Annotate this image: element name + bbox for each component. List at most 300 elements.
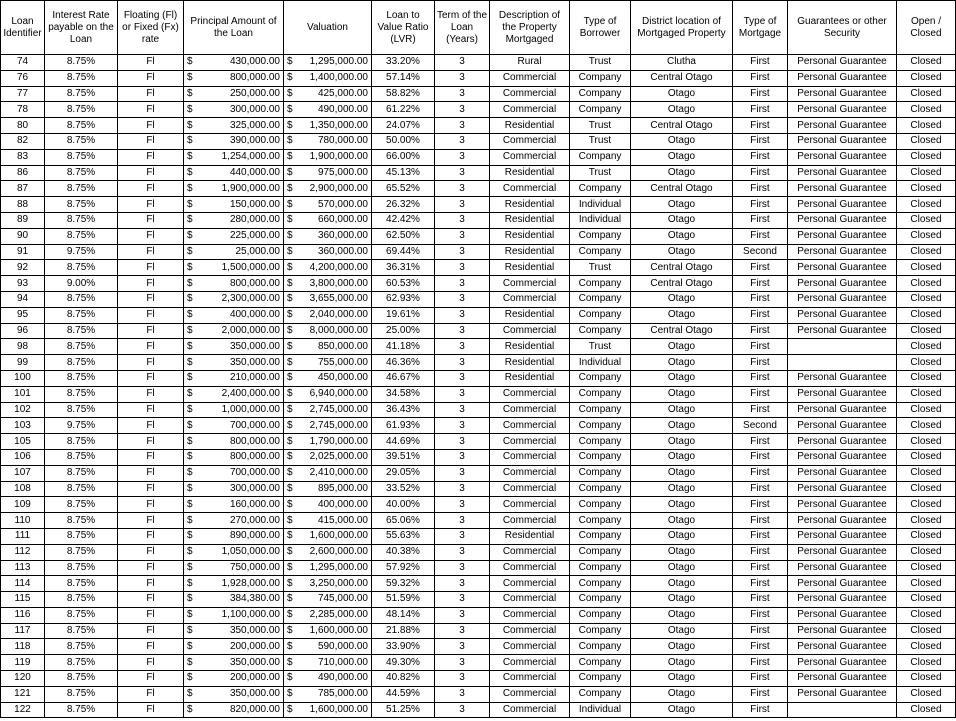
term-cell: 3: [435, 70, 490, 86]
amount-value: 150,000.00: [229, 198, 280, 210]
borrower-type-cell: Company: [570, 307, 631, 323]
lvr-cell: 61.22%: [372, 102, 435, 118]
interest-rate-cell: 8.75%: [45, 702, 118, 718]
valuation-cell: [284, 355, 372, 371]
open-closed-cell: Closed: [897, 339, 956, 355]
amount-value: 890,000.00: [229, 530, 280, 542]
currency-symbol: $: [287, 640, 293, 652]
loan-identifier-cell: 96: [1, 323, 45, 339]
table-row: [1, 307, 956, 323]
currency-symbol: $: [187, 514, 193, 526]
amount-value: 570,000.00: [317, 198, 368, 210]
amount-value: 700,000.00: [229, 467, 280, 479]
loan-identifier-cell: 99: [1, 355, 45, 371]
mortgage-type-cell: First: [733, 386, 788, 402]
term-cell: 3: [435, 197, 490, 213]
property-description-cell: Residential: [490, 370, 570, 386]
borrower-type-cell: Company: [570, 181, 631, 197]
borrower-type-cell: Trust: [570, 55, 631, 71]
property-description-cell: Commercial: [490, 639, 570, 655]
property-description-cell: Commercial: [490, 560, 570, 576]
term-cell: 3: [435, 418, 490, 434]
borrower-type-cell: Company: [570, 671, 631, 687]
rate-type-cell: Fl: [118, 528, 184, 544]
currency-symbol: $: [287, 56, 293, 68]
currency-symbol: $: [287, 356, 293, 368]
principal-cell: [184, 181, 284, 197]
guarantees-cell: Personal Guarantee: [788, 402, 897, 418]
currency-symbol: $: [187, 135, 193, 147]
term-cell: 3: [435, 118, 490, 134]
borrower-type-cell: Company: [570, 323, 631, 339]
amount-value: 490,000.00: [317, 103, 368, 115]
lvr-cell: 57.14%: [372, 70, 435, 86]
lvr-cell: 24.07%: [372, 118, 435, 134]
mortgage-type-cell: Second: [733, 418, 788, 434]
borrower-type-cell: Company: [570, 607, 631, 623]
amount-value: 800,000.00: [229, 451, 280, 463]
district-cell: Otago: [631, 449, 733, 465]
column-header-borrower-type: Type of Borrower: [570, 1, 631, 55]
table-row: [1, 165, 956, 181]
interest-rate-cell: 8.75%: [45, 402, 118, 418]
borrower-type-cell: Company: [570, 86, 631, 102]
term-cell: 3: [435, 244, 490, 260]
loan-identifier-cell: 109: [1, 497, 45, 513]
currency-symbol: $: [187, 182, 193, 194]
amount-value: 750,000.00: [229, 561, 280, 573]
table-row: [1, 528, 956, 544]
guarantees-cell: Personal Guarantee: [788, 197, 897, 213]
amount-value: 430,000.00: [229, 56, 280, 68]
property-description-cell: Commercial: [490, 702, 570, 718]
currency-symbol: $: [287, 561, 293, 573]
lvr-cell: 45.13%: [372, 165, 435, 181]
borrower-type-cell: Company: [570, 370, 631, 386]
amount-value: 780,000.00: [317, 135, 368, 147]
interest-rate-cell: 8.75%: [45, 671, 118, 687]
interest-rate-cell: 8.75%: [45, 639, 118, 655]
interest-rate-cell: 8.75%: [45, 149, 118, 165]
principal-cell: [184, 592, 284, 608]
valuation-cell: [284, 55, 372, 71]
currency-symbol: $: [287, 514, 293, 526]
valuation-cell: [284, 434, 372, 450]
rate-type-cell: Fl: [118, 70, 184, 86]
property-description-cell: Commercial: [490, 671, 570, 687]
guarantees-cell: Personal Guarantee: [788, 102, 897, 118]
column-header-property-description: Description of the Property Mortgaged: [490, 1, 570, 55]
amount-value: 700,000.00: [229, 419, 280, 431]
currency-symbol: $: [287, 135, 293, 147]
principal-cell: [184, 165, 284, 181]
borrower-type-cell: Company: [570, 497, 631, 513]
open-closed-cell: Closed: [897, 212, 956, 228]
valuation-cell: [284, 70, 372, 86]
lvr-cell: 48.14%: [372, 607, 435, 623]
guarantees-cell: Personal Guarantee: [788, 544, 897, 560]
amount-value: 360,000.00: [317, 245, 368, 257]
amount-value: 270,000.00: [229, 514, 280, 526]
rate-type-cell: Fl: [118, 86, 184, 102]
interest-rate-cell: 8.75%: [45, 576, 118, 592]
currency-symbol: $: [287, 245, 293, 257]
valuation-cell: [284, 133, 372, 149]
column-header-open-closed: Open / Closed: [897, 1, 956, 55]
amount-value: 360,000.00: [317, 230, 368, 242]
valuation-cell: [284, 323, 372, 339]
principal-cell: [184, 70, 284, 86]
column-header-interest-rate: Interest Rate payable on the Loan: [45, 1, 118, 55]
table-body: [1, 55, 956, 718]
amount-value: 2,400,000.00: [221, 388, 280, 400]
property-description-cell: Residential: [490, 307, 570, 323]
column-header-rate-type: Floating (Fl) or Fixed (Fx) rate: [118, 1, 184, 55]
district-cell: Central Otago: [631, 260, 733, 276]
borrower-type-cell: Company: [570, 228, 631, 244]
mortgage-type-cell: First: [733, 686, 788, 702]
interest-rate-cell: 8.75%: [45, 307, 118, 323]
table-row: [1, 339, 956, 355]
property-description-cell: Commercial: [490, 449, 570, 465]
lvr-cell: 36.31%: [372, 260, 435, 276]
property-description-cell: Commercial: [490, 544, 570, 560]
valuation-cell: [284, 307, 372, 323]
lvr-cell: 33.20%: [372, 55, 435, 71]
loan-identifier-cell: 98: [1, 339, 45, 355]
amount-value: 350,000.00: [229, 688, 280, 700]
amount-value: 1,400,000.00: [309, 72, 368, 84]
interest-rate-cell: 8.75%: [45, 544, 118, 560]
district-cell: Otago: [631, 244, 733, 260]
principal-cell: [184, 386, 284, 402]
open-closed-cell: Closed: [897, 370, 956, 386]
rate-type-cell: Fl: [118, 181, 184, 197]
currency-symbol: $: [187, 245, 193, 257]
borrower-type-cell: Trust: [570, 339, 631, 355]
open-closed-cell: Closed: [897, 639, 956, 655]
borrower-type-cell: Company: [570, 560, 631, 576]
valuation-cell: [284, 544, 372, 560]
currency-symbol: $: [187, 87, 193, 99]
principal-cell: [184, 465, 284, 481]
borrower-type-cell: Company: [570, 386, 631, 402]
guarantees-cell: Personal Guarantee: [788, 228, 897, 244]
loan-identifier-cell: 106: [1, 449, 45, 465]
principal-cell: [184, 576, 284, 592]
amount-value: 1,928,000.00: [221, 577, 280, 589]
open-closed-cell: Closed: [897, 528, 956, 544]
rate-type-cell: Fl: [118, 355, 184, 371]
principal-cell: [184, 291, 284, 307]
borrower-type-cell: Company: [570, 655, 631, 671]
open-closed-cell: Closed: [897, 560, 956, 576]
interest-rate-cell: 8.75%: [45, 291, 118, 307]
table-row: [1, 418, 956, 434]
term-cell: 3: [435, 323, 490, 339]
currency-symbol: $: [287, 388, 293, 400]
currency-symbol: $: [187, 372, 193, 384]
mortgage-type-cell: First: [733, 86, 788, 102]
currency-symbol: $: [287, 467, 293, 479]
district-cell: Otago: [631, 513, 733, 529]
district-cell: Otago: [631, 402, 733, 418]
mortgage-type-cell: First: [733, 544, 788, 560]
borrower-type-cell: Trust: [570, 118, 631, 134]
guarantees-cell: Personal Guarantee: [788, 671, 897, 687]
mortgage-type-cell: First: [733, 497, 788, 513]
interest-rate-cell: 9.00%: [45, 276, 118, 292]
property-description-cell: Residential: [490, 355, 570, 371]
term-cell: 3: [435, 513, 490, 529]
borrower-type-cell: Company: [570, 639, 631, 655]
term-cell: 3: [435, 528, 490, 544]
table-row: [1, 181, 956, 197]
amount-value: 1,900,000.00: [309, 151, 368, 163]
amount-value: 6,940,000.00: [309, 388, 368, 400]
currency-symbol: $: [187, 609, 193, 621]
open-closed-cell: Closed: [897, 260, 956, 276]
borrower-type-cell: Company: [570, 449, 631, 465]
amount-value: 3,250,000.00: [309, 577, 368, 589]
table-row: [1, 86, 956, 102]
amount-value: 800,000.00: [229, 435, 280, 447]
rate-type-cell: Fl: [118, 686, 184, 702]
guarantees-cell: Personal Guarantee: [788, 481, 897, 497]
mortgage-type-cell: Second: [733, 244, 788, 260]
rate-type-cell: Fl: [118, 592, 184, 608]
borrower-type-cell: Individual: [570, 355, 631, 371]
loan-identifier-cell: 93: [1, 276, 45, 292]
term-cell: 3: [435, 86, 490, 102]
valuation-cell: [284, 639, 372, 655]
amount-value: 745,000.00: [317, 593, 368, 605]
district-cell: Otago: [631, 655, 733, 671]
interest-rate-cell: 8.75%: [45, 86, 118, 102]
loan-identifier-cell: 102: [1, 402, 45, 418]
guarantees-cell: Personal Guarantee: [788, 165, 897, 181]
term-cell: 3: [435, 655, 490, 671]
mortgage-type-cell: First: [733, 607, 788, 623]
district-cell: Otago: [631, 528, 733, 544]
loan-identifier-cell: 118: [1, 639, 45, 655]
table-row: [1, 149, 956, 165]
amount-value: 325,000.00: [229, 119, 280, 131]
interest-rate-cell: 8.75%: [45, 434, 118, 450]
loan-identifier-cell: 77: [1, 86, 45, 102]
table-row: [1, 702, 956, 718]
loan-identifier-cell: 119: [1, 655, 45, 671]
amount-value: 415,000.00: [317, 514, 368, 526]
open-closed-cell: Closed: [897, 133, 956, 149]
rate-type-cell: Fl: [118, 607, 184, 623]
column-header-principal: Principal Amount of the Loan: [184, 1, 284, 55]
amount-value: 210,000.00: [229, 372, 280, 384]
borrower-type-cell: Company: [570, 434, 631, 450]
property-description-cell: Residential: [490, 339, 570, 355]
amount-value: 300,000.00: [229, 482, 280, 494]
currency-symbol: $: [187, 467, 193, 479]
currency-symbol: $: [187, 498, 193, 510]
valuation-cell: [284, 592, 372, 608]
guarantees-cell: Personal Guarantee: [788, 133, 897, 149]
currency-symbol: $: [287, 151, 293, 163]
guarantees-cell: Personal Guarantee: [788, 118, 897, 134]
amount-value: 225,000.00: [229, 230, 280, 242]
interest-rate-cell: 8.75%: [45, 70, 118, 86]
currency-symbol: $: [287, 198, 293, 210]
interest-rate-cell: 8.75%: [45, 339, 118, 355]
currency-symbol: $: [287, 704, 293, 716]
currency-symbol: $: [287, 656, 293, 668]
open-closed-cell: Closed: [897, 355, 956, 371]
principal-cell: [184, 497, 284, 513]
loan-identifier-cell: 100: [1, 370, 45, 386]
table-row: [1, 197, 956, 213]
rate-type-cell: Fl: [118, 418, 184, 434]
amount-value: 250,000.00: [229, 87, 280, 99]
mortgage-type-cell: First: [733, 276, 788, 292]
property-description-cell: Commercial: [490, 592, 570, 608]
property-description-cell: Commercial: [490, 686, 570, 702]
term-cell: 3: [435, 355, 490, 371]
rate-type-cell: Fl: [118, 623, 184, 639]
valuation-cell: [284, 197, 372, 213]
currency-symbol: $: [187, 640, 193, 652]
open-closed-cell: Closed: [897, 276, 956, 292]
principal-cell: [184, 212, 284, 228]
amount-value: 975,000.00: [317, 166, 368, 178]
borrower-type-cell: Individual: [570, 702, 631, 718]
mortgage-type-cell: First: [733, 449, 788, 465]
guarantees-cell: Personal Guarantee: [788, 323, 897, 339]
currency-symbol: $: [287, 625, 293, 637]
open-closed-cell: Closed: [897, 307, 956, 323]
property-description-cell: Commercial: [490, 133, 570, 149]
mortgage-type-cell: First: [733, 181, 788, 197]
amount-value: 2,300,000.00: [221, 293, 280, 305]
district-cell: Clutha: [631, 55, 733, 71]
district-cell: Otago: [631, 434, 733, 450]
guarantees-cell: Personal Guarantee: [788, 276, 897, 292]
lvr-cell: 44.69%: [372, 434, 435, 450]
property-description-cell: Commercial: [490, 276, 570, 292]
open-closed-cell: Closed: [897, 386, 956, 402]
property-description-cell: Commercial: [490, 70, 570, 86]
principal-cell: [184, 513, 284, 529]
table-row: [1, 291, 956, 307]
loan-identifier-cell: 89: [1, 212, 45, 228]
open-closed-cell: Closed: [897, 244, 956, 260]
term-cell: 3: [435, 165, 490, 181]
amount-value: 2,900,000.00: [309, 182, 368, 194]
interest-rate-cell: 8.75%: [45, 686, 118, 702]
principal-cell: [184, 639, 284, 655]
valuation-cell: [284, 118, 372, 134]
rate-type-cell: Fl: [118, 560, 184, 576]
property-description-cell: Residential: [490, 228, 570, 244]
currency-symbol: $: [187, 198, 193, 210]
currency-symbol: $: [287, 451, 293, 463]
term-cell: 3: [435, 544, 490, 560]
borrower-type-cell: Company: [570, 576, 631, 592]
mortgage-type-cell: First: [733, 212, 788, 228]
valuation-cell: [284, 576, 372, 592]
interest-rate-cell: 8.75%: [45, 212, 118, 228]
column-header-mortgage-type: Type of Mortgage: [733, 1, 788, 55]
principal-cell: [184, 544, 284, 560]
rate-type-cell: Fl: [118, 118, 184, 134]
loan-identifier-cell: 94: [1, 291, 45, 307]
currency-symbol: $: [287, 482, 293, 494]
district-cell: Otago: [631, 291, 733, 307]
currency-symbol: $: [287, 372, 293, 384]
district-cell: Otago: [631, 355, 733, 371]
amount-value: 850,000.00: [317, 340, 368, 352]
interest-rate-cell: 8.75%: [45, 355, 118, 371]
district-cell: Otago: [631, 133, 733, 149]
interest-rate-cell: 8.75%: [45, 102, 118, 118]
guarantees-cell: Personal Guarantee: [788, 307, 897, 323]
guarantees-cell: Personal Guarantee: [788, 244, 897, 260]
mortgage-type-cell: First: [733, 370, 788, 386]
term-cell: 3: [435, 671, 490, 687]
currency-symbol: $: [287, 230, 293, 242]
principal-cell: [184, 418, 284, 434]
mortgage-type-cell: First: [733, 165, 788, 181]
table-row: [1, 212, 956, 228]
amount-value: 350,000.00: [229, 656, 280, 668]
column-header-loan-identifier: Loan Identifier: [1, 1, 45, 55]
district-cell: Otago: [631, 607, 733, 623]
valuation-cell: [284, 181, 372, 197]
table-row: [1, 370, 956, 386]
principal-cell: [184, 560, 284, 576]
currency-symbol: $: [287, 182, 293, 194]
lvr-cell: 46.67%: [372, 370, 435, 386]
mortgage-type-cell: First: [733, 623, 788, 639]
currency-symbol: $: [187, 340, 193, 352]
property-description-cell: Commercial: [490, 513, 570, 529]
amount-value: 390,000.00: [229, 135, 280, 147]
rate-type-cell: Fl: [118, 260, 184, 276]
table-row: [1, 133, 956, 149]
column-header-guarantees: Guarantees or other Security: [788, 1, 897, 55]
amount-value: 1,900,000.00: [221, 182, 280, 194]
table-row: [1, 55, 956, 71]
guarantees-cell: Personal Guarantee: [788, 149, 897, 165]
currency-symbol: $: [187, 561, 193, 573]
borrower-type-cell: Individual: [570, 212, 631, 228]
amount-value: 3,800,000.00: [309, 277, 368, 289]
district-cell: Otago: [631, 576, 733, 592]
lvr-cell: 55.63%: [372, 528, 435, 544]
mortgage-type-cell: First: [733, 339, 788, 355]
loan-identifier-cell: 87: [1, 181, 45, 197]
valuation-cell: [284, 481, 372, 497]
table-row: [1, 544, 956, 560]
lvr-cell: 66.00%: [372, 149, 435, 165]
rate-type-cell: Fl: [118, 434, 184, 450]
table-header-row: [1, 1, 956, 55]
property-description-cell: Commercial: [490, 497, 570, 513]
currency-symbol: $: [287, 72, 293, 84]
mortgage-type-cell: First: [733, 260, 788, 276]
district-cell: Otago: [631, 560, 733, 576]
principal-cell: [184, 339, 284, 355]
rate-type-cell: Fl: [118, 513, 184, 529]
guarantees-cell: Personal Guarantee: [788, 370, 897, 386]
